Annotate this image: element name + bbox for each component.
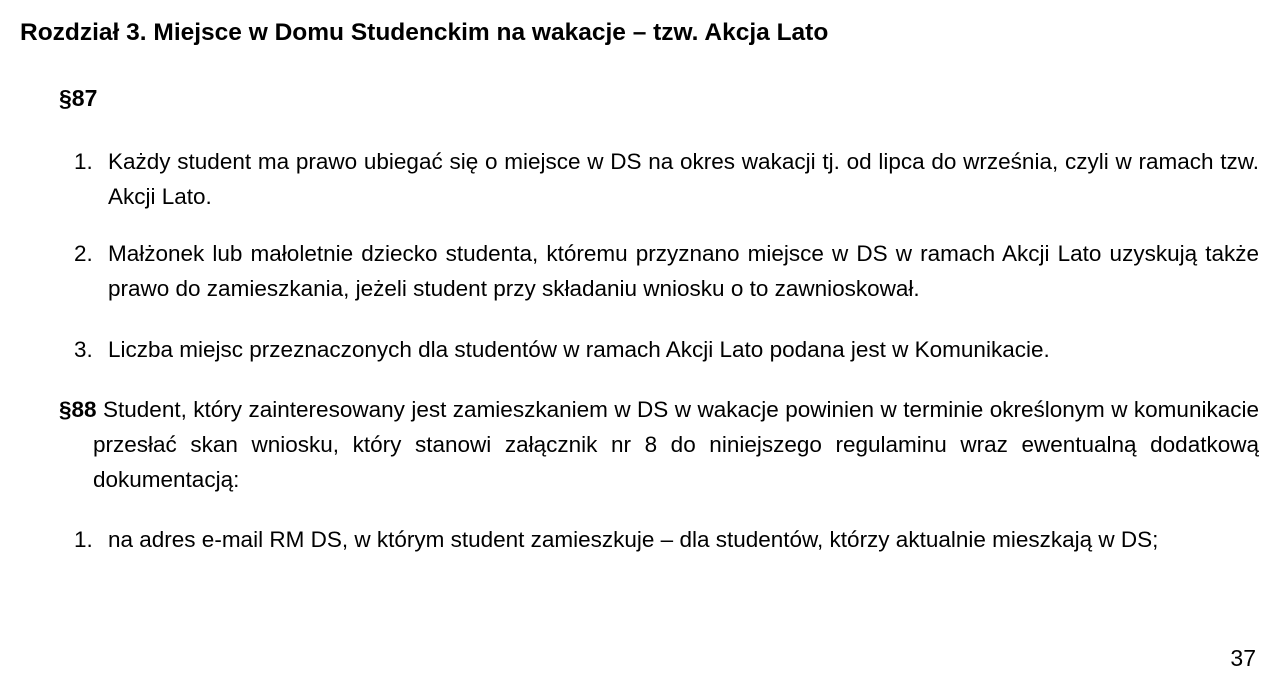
section-heading-87: §87 xyxy=(59,85,98,111)
list-item-number: 1. xyxy=(74,527,93,552)
chapter-title: Rozdział 3. Miejsce w Domu Studenckim na wakacje – tzw. Akcja Lato xyxy=(20,19,829,46)
section-paragraph-text: Student, który zainteresowany jest zamieszkaniem w DS w wakacje powinien w terminie określonym w komunikacie przesłać skan wniosku, który stanowi załącznik nr 8 do niniejszego regulaminu wraz ewentualną dodatkową dokumentacją: xyxy=(93,397,1259,492)
list-item xyxy=(74,522,1259,557)
list-item-text: Liczba miejsc przeznaczonych dla studentów w ramach Akcji Lato podana jest w Komunikacie. xyxy=(108,337,1050,362)
page-number: 37 xyxy=(1230,645,1256,671)
list-item-number: 2. xyxy=(74,241,93,266)
list-item-text: Małżonek lub małoletnie dziecko studenta, któremu przyznano miejsce w DS w ramach Akcji Lato uzyskują także prawo do zamieszkania, jeżeli student przy składaniu wniosku o to zawnioskował. xyxy=(108,241,1259,301)
list-item xyxy=(74,332,1259,367)
list-item-text: Każdy student ma prawo ubiegać się o miejsce w DS na okres wakacji tj. od lipca do września, czyli w ramach tzw. Akcji Lato. xyxy=(108,149,1259,209)
list-item-number: 1. xyxy=(74,149,93,174)
section-paragraph-body xyxy=(59,392,1259,497)
list-item xyxy=(74,236,1259,306)
section-paragraph-88 xyxy=(59,392,1259,497)
list-item-number: 3. xyxy=(74,337,93,362)
list-item-text: na adres e-mail RM DS, w którym student zamieszkuje – dla studentów, którzy aktualnie mieszkają w DS; xyxy=(108,527,1159,552)
section-heading-88: §88 xyxy=(59,397,97,422)
list-item xyxy=(74,144,1259,214)
